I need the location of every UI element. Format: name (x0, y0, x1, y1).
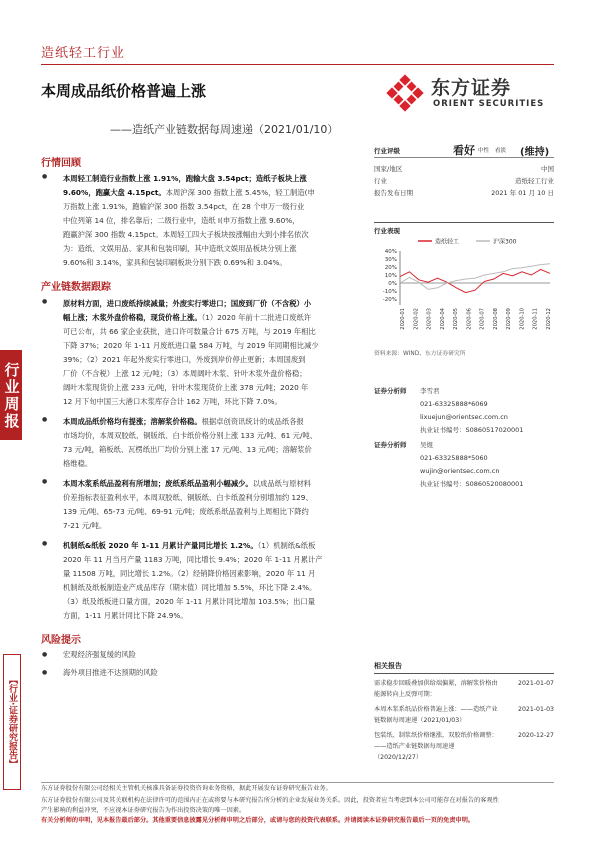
logo-chinese-name: 东方证券 (431, 77, 512, 99)
report-subtitle: ——造纸产业链数据每周速递（2021/01/10） (110, 123, 339, 136)
paragraph-line (63, 172, 359, 186)
paragraph-line (63, 595, 359, 609)
x-tick-label: 2020-03 (426, 308, 433, 330)
paragraph-text: 阔叶木浆现货价上涨 233 元/吨，针叶木浆现货价上涨 378 元/吨；2020 年 (63, 383, 309, 392)
related-report-item[interactable] (374, 730, 554, 763)
paragraph-text: 9.60%和 3.14%，家具和包装印刷板块分别下跌 0.69%和 3.04%。 (63, 258, 287, 267)
risk-list (41, 648, 359, 684)
paragraph-line (63, 505, 359, 519)
x-tick-label: 2020-08 (492, 308, 499, 330)
paragraph-text: 量 11508 万吨，同比增长 1.2%。（2）经销降价格因素影响，2020 年 11 月 (63, 569, 316, 578)
paragraph-line (63, 491, 359, 505)
x-tick-label: 2020-02 (413, 308, 420, 330)
bullet-dot-icon: ● (42, 651, 48, 658)
y-tick-label: -20% (382, 297, 397, 303)
paragraph-line (63, 186, 359, 200)
paragraph-text: （3）纸及纸板进口量方面，2020 年 1-11 月累计同比增加 103.5%；出口量 (63, 597, 315, 606)
info-label: 行业 (374, 177, 387, 185)
analyst-email[interactable]: lixuejun@orientsec.com.cn (420, 413, 508, 421)
related-title: 相关报告 (374, 661, 554, 674)
related-report-date: 2021-01-03 (518, 706, 554, 713)
y-tick-label: 0% (388, 281, 397, 287)
section-title-chain: 产业链数据跟踪 (41, 282, 111, 293)
paragraph-line (63, 200, 359, 214)
x-tick-label: 2020-05 (453, 308, 460, 330)
paragraph-line (63, 353, 359, 367)
paragraph-text: （1）2020 年前十二批进口废纸许 (201, 313, 312, 322)
sidebar-label: 行业周报 (2, 362, 21, 430)
analyst-email[interactable]: wujin@orientsec.com.cn (420, 467, 500, 475)
info-table (374, 163, 554, 199)
rating-row (374, 145, 554, 158)
paragraph-text: （1）机制纸&纸板 (257, 541, 316, 550)
analyst-phone: 021-63325888*5060 (420, 454, 488, 462)
x-tick-label: 2020-11 (532, 308, 539, 330)
info-row (374, 163, 554, 175)
analyst-entry (374, 385, 554, 437)
bullet-paragraph (41, 297, 359, 409)
paragraph-bold-text: 原材料方面，进口废纸持续减量；外废实行零进口；国废到厂价（不含税）小 (63, 299, 312, 308)
analyst-label: 证券分析师 (374, 441, 407, 449)
header-divider (41, 64, 554, 65)
bullet-paragraph (41, 415, 359, 471)
sidebar-bottom-text: 【行业·证券研究报告】 (7, 675, 17, 769)
analyst-cert: 执业证书编号：S0860517020001 (420, 426, 524, 434)
related-report-title: 包装纸、制浆纸价格继涨，双胶纸价格调整：——造纸产业链数据每周速递（2020/12/27） (374, 732, 498, 761)
rating-status: (维持) (520, 147, 550, 158)
info-row (374, 175, 554, 187)
review-body (41, 172, 359, 274)
bullet-dot-icon: ● (42, 416, 48, 423)
paragraph-bold-text: 幅上涨；木浆外盘价格稳，现货价格上涨。 (63, 313, 202, 322)
risk-item (41, 666, 359, 680)
paragraph-line (63, 297, 359, 311)
related-report-date: 2021-01-07 (518, 680, 554, 687)
paragraph-text: 下降 37%；2020 年 1-11 月废纸进口量 584 万吨，与 2019 年同期相比减少 (63, 341, 319, 350)
paragraph-line (63, 395, 359, 409)
paragraph-text: 机制纸及纸板制造业产成品库存（期末值）同比增加 5.5%，环比下降 2.4%。 (63, 583, 317, 592)
paragraph-text: 2020 年 11 月当月产量 1183 万吨，同比增长 9.4%；2020 年 1-11 月累计产 (63, 555, 323, 564)
footer-line-2: 东方证券股份有限公司及其关联机构在法律许可的范围内正在或将要与本研究报告所分析的企业发展业务关系。因此，投资者应当考虑到本公司可能存在对报告的客观性 (41, 797, 499, 804)
info-value: 造纸轻工行业 (515, 177, 554, 185)
x-tick-label: 2020-10 (519, 308, 526, 330)
paragraph-text: 7-21 元/吨。 (63, 521, 107, 530)
paragraph-text: 方面，1-11 月累计同比下降 24.9%。 (63, 611, 188, 620)
x-tick-label: 2020-04 (439, 308, 446, 330)
bullet-paragraph (41, 172, 359, 270)
paragraph-line (63, 339, 359, 353)
paragraph-text: 市场均价，本周双胶纸、铜版纸、白卡纸价格分别上涨 133 元/吨、61 元/吨、 (63, 431, 317, 440)
footer-line-3: 产生影响的利益冲突，不应视本证券研究报告为作出投资决策的唯一因素。 (41, 807, 246, 814)
series-line-1 (400, 264, 550, 290)
paragraph-line (63, 609, 359, 623)
paragraph-line (63, 443, 359, 457)
analyst-details (420, 439, 523, 491)
paragraph-line (63, 242, 359, 256)
analyst-name: 吴煜 (420, 441, 433, 449)
paragraph-line (63, 539, 359, 553)
paragraph-text: 139 元/吨、65-73 元/吨、69-91 元/吨；废纸系纸品盈利与上周相比下降约 (63, 507, 309, 516)
x-tick-label: 2020-09 (506, 308, 513, 330)
paragraph-text: 万指数上涨 1.91%，跑输沪深 300 指数 3.54pct，在 28 个申万一级行业 (63, 202, 305, 211)
paragraph-text: 73 元/吨，箱板纸、瓦楞纸出厂均价分别上涨 17 元/吨、13 元/吨；溶解浆价 (63, 445, 312, 454)
analyst-entry (374, 439, 554, 491)
paragraph-line (63, 457, 359, 471)
paragraph-text: 价差指标表征盈利水平，本周双胶纸、铜版纸、白卡纸盈利分别增加约 129、 (63, 493, 313, 502)
paragraph-text: 为：造纸、文娱用品、家具和包装印刷，其中造纸文娱用品板块分别上涨 (63, 244, 297, 253)
info-value: 中国 (541, 165, 554, 173)
rating-option-neutral: 中性 (478, 148, 490, 154)
y-tick-label: 30% (384, 257, 397, 263)
chart-top-rule (374, 222, 554, 223)
paragraph-line (63, 429, 359, 443)
rating-value: 看好 (453, 144, 475, 157)
paragraph-line (63, 477, 359, 491)
analyst-phone: 021-63325888*6069 (420, 400, 488, 408)
logo-english-name: ORIENT SECURITIES (433, 99, 545, 109)
analyst-cert: 执业证书编号：S0860520080001 (420, 480, 524, 488)
paragraph-text: 格维稳。 (63, 459, 93, 468)
risk-item-text: 宏观经济强复缓的风险 (63, 650, 136, 659)
paragraph-bold-text: 本周木浆系纸品盈利有所增加；废纸系纸品盈利小幅减少。 (63, 479, 253, 488)
paragraph-bold-text: 9.60%，跑赢大盘 4.15pct。 (63, 188, 166, 197)
paragraph-text: 可已公布，共 66 家企业获批，进口许可数量合计 675 万吨，与 2019 年相比 (63, 327, 316, 336)
info-label: 国家/地区 (374, 165, 403, 173)
related-report-item[interactable] (374, 704, 554, 726)
footer-disclaimer (41, 784, 554, 826)
bullet-paragraph (41, 477, 359, 533)
paragraph-line (63, 256, 359, 270)
orient-securities-logo-icon (386, 74, 424, 112)
chart-source: 资料来源：WIND、东方证券研究所 (374, 351, 466, 357)
paragraph-bold-text: 机制纸&纸板 2020 年 1-11 月累计产量同比增长 1.2%。 (63, 541, 258, 550)
paragraph-line (63, 367, 359, 381)
footer-divider (41, 782, 554, 783)
report-type-sidebar (0, 350, 22, 440)
paragraph-text: 本周沪深 300 指数上涨 5.45%，轻工制造(申 (165, 188, 315, 197)
rating-option-bearish: 看淡 (495, 148, 507, 154)
bullet-dot-icon: ● (42, 669, 48, 676)
x-tick-label: 2020-07 (479, 308, 486, 330)
analyst-details (420, 385, 523, 437)
paragraph-text: 以成品纸与原材料 (252, 479, 312, 488)
related-list (374, 678, 554, 763)
info-label: 报告发布日期 (374, 189, 413, 197)
analyst-block (374, 385, 554, 493)
bullet-dot-icon: ● (42, 478, 48, 485)
footer-line-1: 东方证券股份有限公司经相关主管机关核准具备证券投资咨询业务资格，据此开展发布证券研究报告业务。 (41, 785, 332, 792)
paragraph-line (63, 553, 359, 567)
paragraph-line (63, 567, 359, 581)
paragraph-line (63, 581, 359, 595)
paragraph-line (63, 214, 359, 228)
paragraph-line (63, 325, 359, 339)
x-tick-label: 2020-06 (466, 308, 473, 330)
footer-line-4: 有关分析师的申明，见本报告最后部分。其他重要信息披露见分析师申明之后部分，或请与您的投资代表联系。并请阅读本证券研究报告最后一页的免责申明。 (41, 817, 475, 824)
bullet-dot-icon: ● (42, 298, 48, 305)
paragraph-text: 中位列第 14 位，排名靠后；二级行业中，造纸 I(申万指数上涨 9.60%， (63, 216, 300, 225)
paragraph-bold-text: 本周轻工制造行业指数上涨 1.91%，跑输大盘 3.54pct；造纸子板块上涨 (63, 174, 307, 183)
related-report-title: 本周木浆系纸品价格普遍上涨：——造纸产业链数据每周速递（2021/01/03） (374, 706, 498, 724)
info-value: 2021 年 01 月 10 日 (491, 189, 554, 197)
paragraph-text: 39%；（2）2021 年起外废实行零进口，外废到岸价停止更新；本周国废到 (63, 355, 306, 364)
paragraph-line (63, 519, 359, 533)
bullet-dot-icon: ● (42, 173, 48, 180)
paragraph-text: 根据卓创资讯统计的成品纸各报 (201, 417, 304, 426)
chain-body (41, 297, 359, 629)
analyst-label: 证券分析师 (374, 387, 407, 395)
risk-item (41, 648, 359, 662)
risk-item-text: 海外项目推进不达预期的风险 (63, 668, 158, 677)
related-report-title: 需求稳步回暖叠加供给端偏紧，溶解浆价格由能源转向上反弹可期： (374, 680, 498, 698)
rating-label: 行业评级 (374, 147, 400, 155)
y-tick-label: -10% (382, 289, 397, 295)
paragraph-text: 厂价（不含税）上涨 12 元/吨；（3）本周阔叶木浆、针叶木浆外盘价格稳； (63, 369, 307, 378)
chart-title: 行业表现 (374, 227, 400, 235)
paragraph-text: 12 月下旬中国三大港口木浆库存合计 162 万吨，环比下降 7.0%。 (63, 397, 282, 406)
related-report-date: 2020-12-27 (518, 732, 554, 739)
industry-category: 造纸轻工行业 (41, 46, 126, 61)
related-report-item[interactable] (374, 678, 554, 700)
x-tick-label: 2020-12 (546, 308, 552, 330)
paragraph-line (63, 311, 359, 325)
bullet-paragraph (41, 539, 359, 623)
performance-chart (374, 237, 554, 337)
section-title-risk: 风险提示 (41, 635, 81, 646)
paragraph-text: 跑赢沪深 300 指数 4.15pct。本周轻工四大子板块按涨幅由大到小排名依次 (63, 230, 309, 239)
section-title-review: 行情回顾 (41, 158, 81, 169)
paragraph-line (63, 381, 359, 395)
bullet-dot-icon: ● (42, 540, 48, 547)
x-tick-label: 2020-01 (400, 308, 406, 330)
related-reports (374, 661, 554, 763)
analyst-name: 李雪君 (420, 387, 440, 395)
info-row (374, 187, 554, 199)
sidebar-bottom-label (3, 654, 21, 790)
y-tick-label: 10% (384, 273, 397, 279)
legend-label: 造纸轻工 (435, 238, 460, 246)
report-title: 本周成品纸价格普遍上涨 (41, 82, 207, 100)
paragraph-line (63, 228, 359, 242)
series-line-0 (400, 269, 550, 292)
paragraph-line (63, 415, 359, 429)
paragraph-bold-text: 本周成品纸价格均有提涨；溶解浆价格稳。 (63, 417, 202, 426)
y-tick-label: 20% (384, 265, 397, 271)
legend-label: 沪深300 (493, 238, 517, 246)
y-tick-label: 40% (384, 249, 397, 255)
